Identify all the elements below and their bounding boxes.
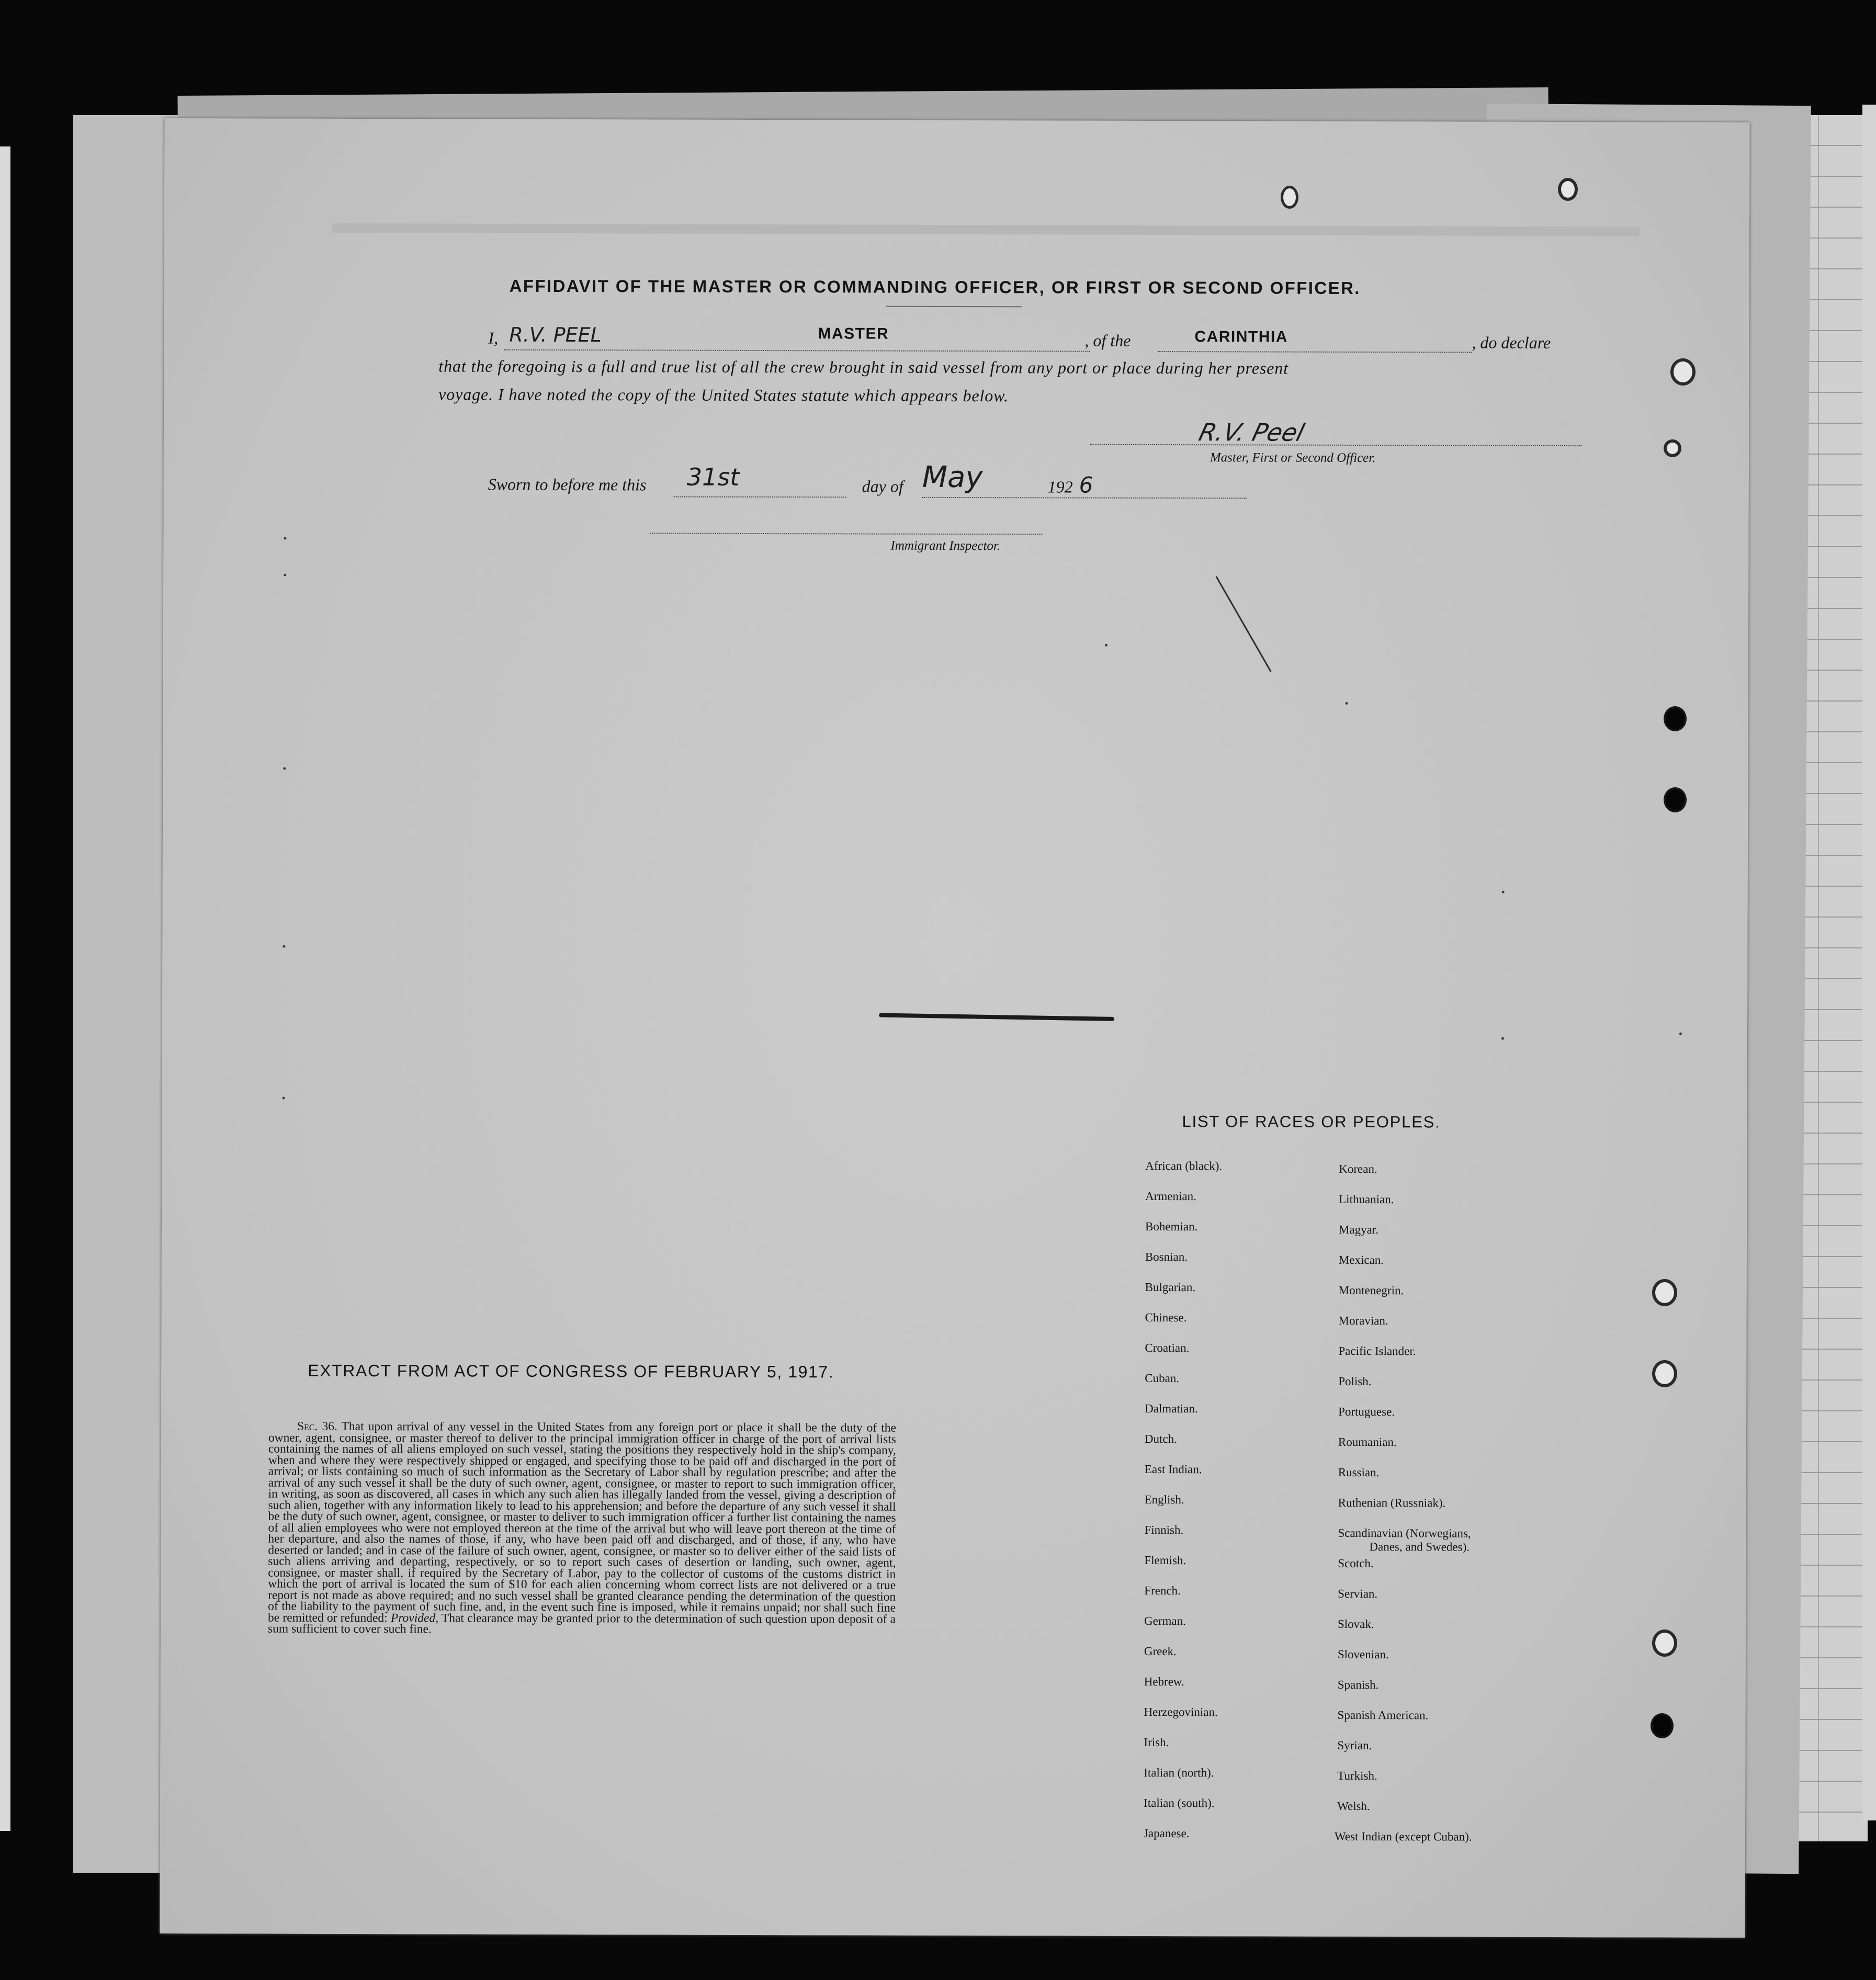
statement-line-1: that the foregoing is a full and true list of all the crew brought in said vessel from any port or place during her present	[438, 356, 1289, 378]
race-left-item: French.	[1144, 1583, 1181, 1598]
race-left-item: Dutch.	[1144, 1432, 1177, 1446]
day-of-label: day of	[862, 477, 903, 496]
race-right-item: Roumanian.	[1338, 1435, 1397, 1449]
race-left-item: Japanese.	[1143, 1826, 1190, 1840]
punch-hole-icon	[1558, 178, 1578, 201]
race-left-item: Italian (south).	[1144, 1796, 1215, 1810]
races-title: LIST OF RACES OR PEOPLES.	[1182, 1112, 1441, 1132]
race-right-item: Spanish.	[1337, 1678, 1379, 1692]
race-right-item: Pacific Islander.	[1338, 1344, 1416, 1358]
right-edge-sheet	[1862, 105, 1876, 1820]
race-left-item: Cuban.	[1145, 1371, 1180, 1385]
inspector-caption: Immigrant Inspector.	[890, 538, 1001, 553]
race-left-item: African (black).	[1145, 1159, 1223, 1173]
race-right-item: Servian.	[1338, 1587, 1378, 1601]
race-right-item: Russian.	[1338, 1465, 1380, 1479]
race-left-item: Bulgarian.	[1145, 1280, 1196, 1294]
do-declare-label: , do declare	[1472, 333, 1551, 352]
race-right-item: West Indian (except Cuban).	[1334, 1829, 1472, 1843]
ink-fleck	[1502, 891, 1505, 893]
ink-fleck	[1501, 1037, 1504, 1040]
declarant-line	[504, 349, 1090, 352]
extract-provided-word: Provided,	[390, 1611, 439, 1625]
ink-fleck	[284, 537, 286, 540]
ink-fleck	[284, 574, 286, 576]
race-right-item: Danes, and Swedes).	[1369, 1540, 1470, 1554]
ink-fleck	[1346, 702, 1348, 705]
race-right-item: Ruthenian (Russniak).	[1338, 1496, 1446, 1510]
race-left-item: German.	[1144, 1614, 1186, 1628]
title-rule	[886, 306, 1022, 308]
race-right-item: Scandinavian (Norwegians,	[1338, 1526, 1471, 1540]
ink-fleck	[1679, 1033, 1682, 1035]
race-right-item: Welsh.	[1337, 1799, 1370, 1813]
extract-title: EXTRACT FROM ACT OF CONGRESS OF FEBRUARY 5, 1917.	[308, 1361, 834, 1382]
extract-section-label: Sec. 36.	[297, 1419, 337, 1433]
race-left-item: Finnish.	[1144, 1523, 1184, 1537]
affidavit-sheet	[160, 118, 1749, 1938]
race-left-item: Armenian.	[1145, 1189, 1196, 1203]
race-left-item: Dalmatian.	[1145, 1401, 1198, 1416]
punch-hole-icon	[1652, 1360, 1677, 1387]
declarant-name: R.V. PEEL	[509, 323, 602, 347]
affidavit-title: AFFIDAVIT OF THE MASTER OR COMMANDING OFFICER, OR FIRST OR SECOND OFFICER.	[509, 276, 1361, 298]
race-left-item: Italian (north).	[1144, 1766, 1214, 1780]
race-right-item: Portuguese.	[1338, 1405, 1395, 1419]
punch-hole-icon	[1670, 358, 1696, 386]
ink-fleck	[282, 1097, 285, 1100]
year-prefix: 192	[1047, 477, 1073, 496]
race-left-item: Bohemian.	[1145, 1219, 1198, 1234]
pencil-stroke	[879, 1013, 1114, 1021]
ink-fleck	[283, 767, 286, 770]
vessel-line	[1158, 351, 1472, 353]
race-left-item: Irish.	[1144, 1735, 1169, 1749]
race-left-item: East Indian.	[1144, 1462, 1202, 1476]
race-right-item: Syrian.	[1337, 1738, 1372, 1752]
punch-hole-icon	[1652, 1279, 1677, 1306]
inspector-signature-line	[650, 533, 1042, 535]
race-left-item: Herzegovinian.	[1144, 1705, 1218, 1719]
race-right-item: Magyar.	[1338, 1223, 1379, 1237]
sworn-month: May	[922, 460, 983, 495]
ink-fleck	[1105, 644, 1107, 647]
race-right-item: Mexican.	[1338, 1253, 1384, 1267]
race-right-item: Spanish American.	[1337, 1708, 1429, 1722]
punch-hole-icon	[1664, 439, 1681, 457]
race-left-item: Flemish.	[1144, 1553, 1186, 1567]
race-left-item: Bosnian.	[1145, 1250, 1188, 1264]
declarant-prefix: I,	[488, 328, 499, 347]
punch-hole-icon	[1281, 186, 1298, 209]
sworn-prefix: Sworn to before me this	[488, 474, 647, 494]
race-right-item: Slovenian.	[1337, 1647, 1389, 1661]
race-left-item: Chinese.	[1145, 1310, 1187, 1325]
extract-body	[268, 1421, 896, 1637]
sworn-day-line	[674, 496, 846, 498]
punch-hole-icon	[1652, 1630, 1677, 1657]
signature-line	[1090, 444, 1581, 446]
extract-text-part2: That clearance may be granted prior to the determination of such question upon deposit of a sum sufficient to cover such fine.	[267, 1611, 896, 1636]
race-right-item: Montenegrin.	[1338, 1283, 1404, 1297]
master-signature: R.V. Peel	[1196, 418, 1307, 447]
ink-fleck	[282, 945, 285, 948]
vessel-stamp: CARINTHIA	[1194, 328, 1289, 346]
sworn-day: 31st	[686, 462, 740, 491]
race-right-item: Scotch.	[1338, 1556, 1374, 1570]
race-right-item: Slovak.	[1337, 1617, 1374, 1631]
punch-hole-icon	[1651, 1713, 1674, 1738]
race-right-item: Polish.	[1338, 1374, 1372, 1388]
bleed-through-header	[332, 223, 1640, 236]
race-right-item: Lithuanian.	[1339, 1192, 1394, 1206]
punch-hole-icon	[1664, 706, 1687, 731]
signature-caption: Master, First or Second Officer.	[1210, 450, 1376, 466]
race-left-item: Greek.	[1144, 1644, 1177, 1658]
punch-hole-icon	[1664, 787, 1687, 812]
race-right-item: Turkish.	[1337, 1769, 1377, 1783]
race-left-item: Hebrew.	[1144, 1674, 1184, 1689]
of-the-label: , of the	[1084, 331, 1131, 350]
year-suffix: 6	[1079, 472, 1093, 498]
left-edge-sheet	[0, 146, 10, 1831]
statement-line-2: voyage. I have noted the copy of the United States statute which appears below.	[438, 384, 1009, 405]
race-left-item: English.	[1144, 1492, 1184, 1507]
rank-stamp: MASTER	[818, 325, 889, 343]
race-right-item: Korean.	[1339, 1162, 1377, 1176]
race-right-item: Moravian.	[1338, 1314, 1388, 1328]
pencil-mark	[1215, 576, 1271, 672]
extract-text-part1: That upon arrival of any vessel in the United States from any foreign port or place it shall be the duty of the owner, agent, consignee, or master thereof to deliver to the principal immigration officer in charge of the port of arrival lists containing the names of all aliens employed on such vessel, stating the positions they respectively hold in the ship's company, when and where they were respectively shipped or engaged, and specifying those to be paid off and discharged in the port of arrival; or lists containing so much of such information as the Secretary of Labor shall by regulation prescribe; and after the arrival of any such vessel it shall be the duty of such owner, agent, consignee, or master to report to such immigration officer, in writing, as soon as discovered, all cases in which any such alien has illegally landed from the vessel, giving a description of such alien, together with any information likely to lead to his apprehension; and before the departure of any such vessel it shall be the duty of such owner, agent, consignee, or master to deliver to such immigration officer a further list containing the names of all alien employees who were not employed thereon at the time of the arrival but who will leave port thereon at the time of her departure, and also the names of those, if any, who have been paid off and discharged, and of those, if any, who have deserted or landed; and in case of the failure of such owner, agent, consignee, or master so to deliver either of the said lists of such aliens arriving and departing, respectively, or so to report such cases of desertion or landing, such owner, agent, consignee, or master shall, if required by the Secretary of Labor, pay to the collector of customs of the customs district in which the port of arrival is located the sum of $10 for each alien concerning whom correct lists are not delivered or a true report is not made as above required; and no such vessel shall be granted clearance pending the determination of the question of the liability to the payment of such fine, and, in the event such fine is imposed, while it remains unpaid; nor shall such fine be remitted or refunded:	[268, 1419, 897, 1625]
race-left-item: Croatian.	[1145, 1341, 1190, 1355]
